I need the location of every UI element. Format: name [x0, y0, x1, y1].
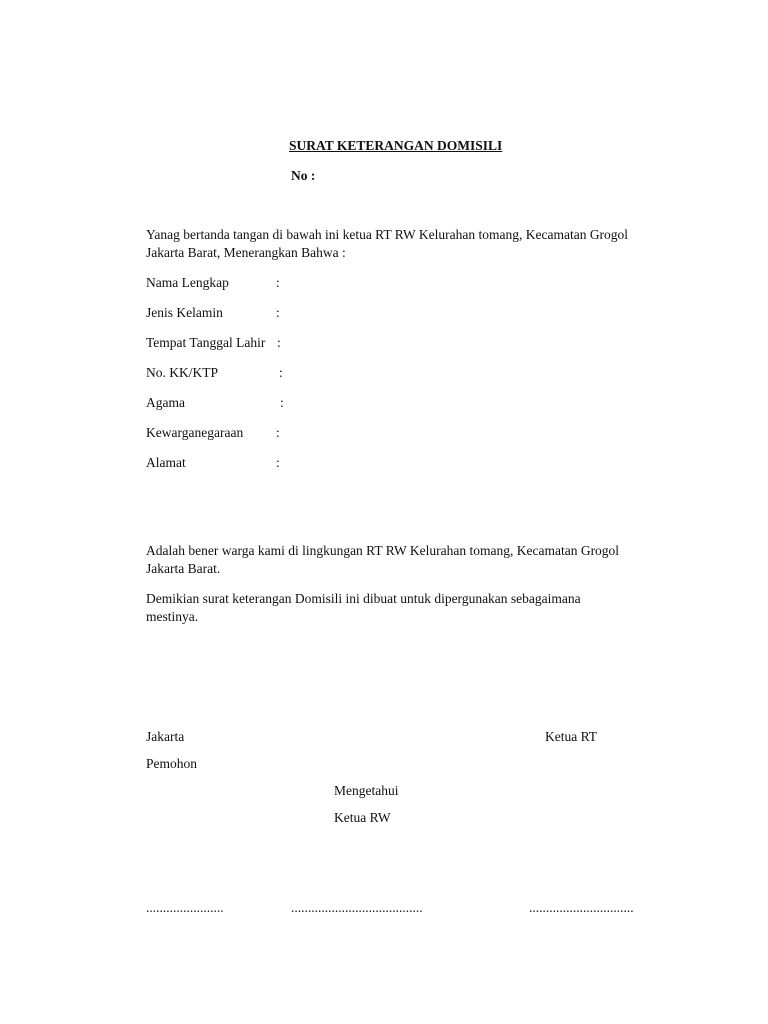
closing-line-1: Demikian surat keterangan Domisili ini dibuat untuk dipergunakan sebagaimana [146, 591, 581, 606]
closing-line-2: mestinya. [146, 609, 199, 624]
document-number-label: No : [291, 168, 316, 183]
field-colon: : [280, 395, 284, 410]
field-label: Jenis Kelamin [146, 305, 223, 320]
field-colon: : [277, 335, 281, 350]
field-colon: : [276, 275, 280, 290]
intro-line-2: Jakarta Barat, Menerangkan Bahwa : [146, 245, 346, 260]
signature-line-rt: ............................... [529, 900, 634, 915]
field-colon: : [276, 455, 280, 470]
field-label: Agama [146, 395, 185, 410]
acknowledged-label: Mengetahui [334, 783, 399, 798]
head-rw-label: Ketua RW [334, 810, 391, 825]
field-label: No. KK/KTP [146, 365, 219, 380]
field-label: Tempat Tanggal Lahir [146, 335, 266, 350]
field-label: Nama Lengkap [146, 275, 229, 290]
applicant-label: Pemohon [146, 756, 198, 771]
document-title: SURAT KETERANGAN DOMISILI [289, 138, 503, 153]
head-rt-label: Ketua RT [545, 729, 598, 744]
field-colon: : [276, 425, 280, 440]
field-colon: : [276, 305, 280, 320]
statement-line-1: Adalah bener warga kami di lingkungan RT RW Kelurahan tomang, Kecamatan Grogol [146, 543, 620, 558]
field-colon: : [279, 365, 283, 380]
signature-line-rw: ....................................... [291, 900, 423, 915]
signature-line-applicant: ....................... [146, 900, 224, 915]
statement-line-2: Jakarta Barat. [146, 561, 221, 576]
field-label: Kewarganegaraan [146, 425, 244, 440]
field-label: Alamat [146, 455, 186, 470]
place-label: Jakarta [146, 729, 185, 744]
intro-line-1: Yanag bertanda tangan di bawah ini ketua RT RW Kelurahan tomang, Kecamatan Grogol [146, 227, 629, 242]
